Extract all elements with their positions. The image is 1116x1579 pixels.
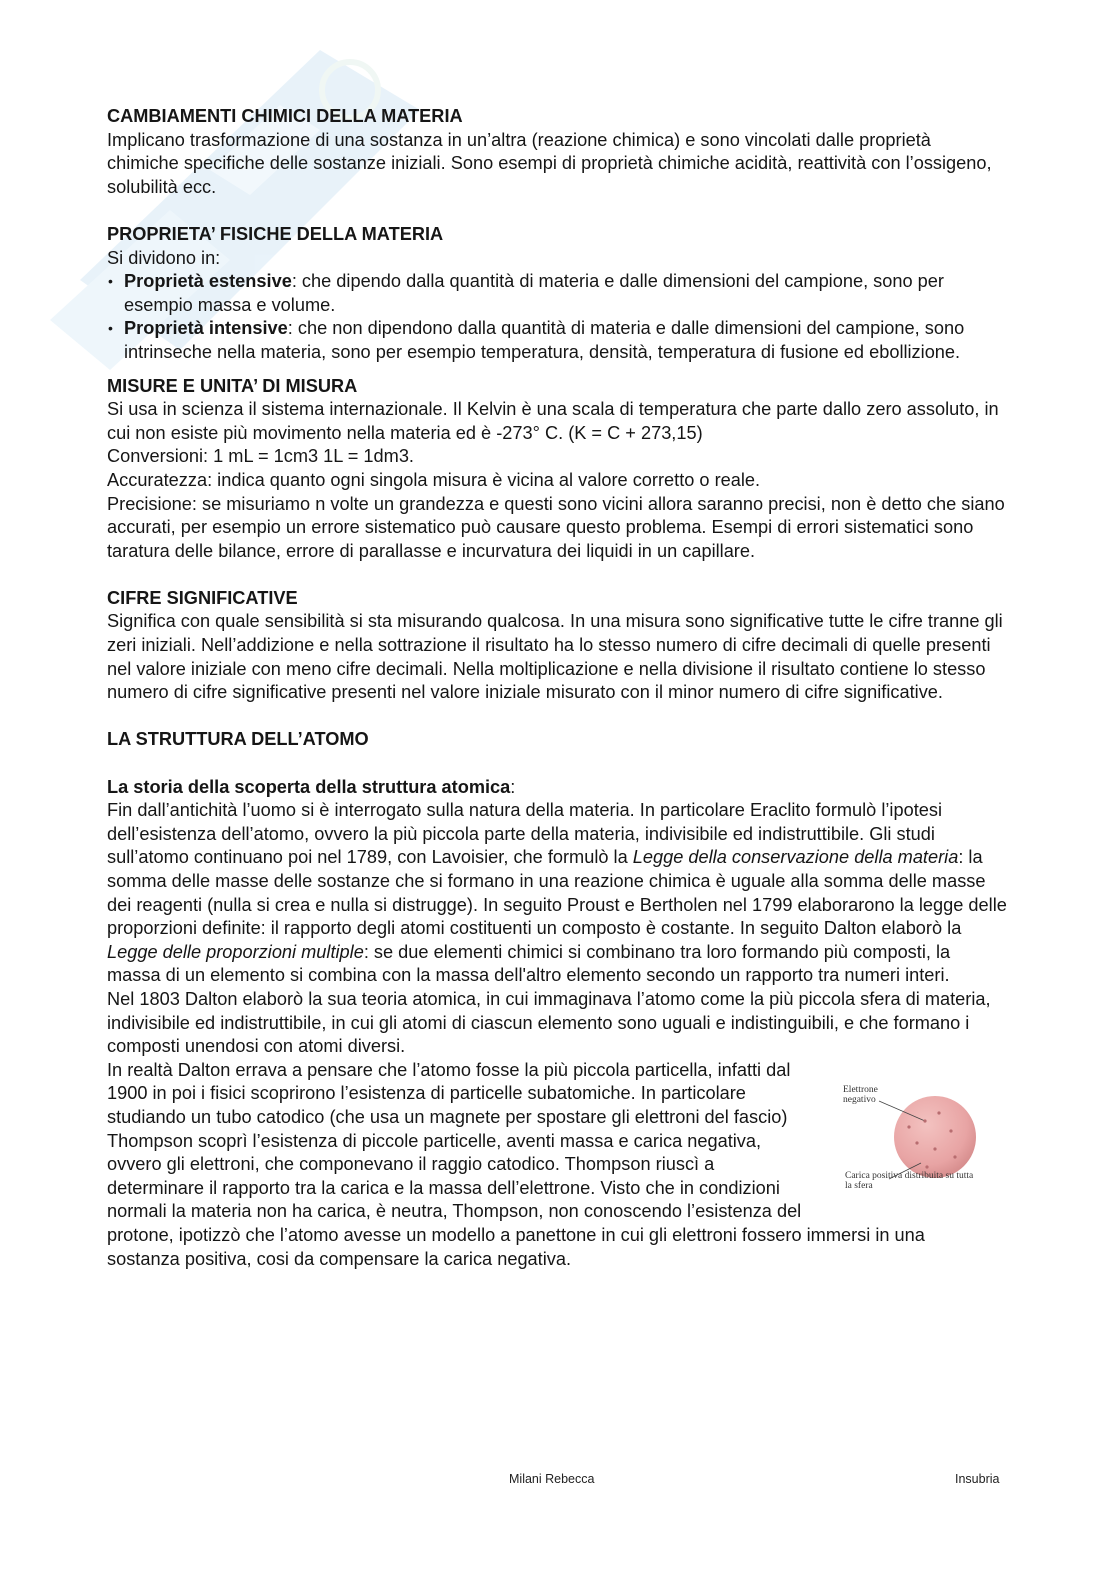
- text-intensive: : che non dipendono dalla quantità di materia e dalle dimensioni del campione, sono intrinseche nella materia, sono per esempio temperatura, densità, temperatura di fusione ed ebollizione.: [124, 318, 965, 362]
- history-text-b: : la somma delle masse delle sostanze che si formano in una reazione chimica è uguale alla somma delle masse dei reagenti (nulla si crea e nulla si distrugge). In seguito Proust e Bertholen nel 1799 elaborarono la legge delle proporzioni definite: il rapporto degli atomi costituenti un composto è costante. In seguito Dalton elaborò la: [107, 847, 1007, 939]
- term-intensive: Proprietà intensive: [124, 318, 288, 339]
- paragraph-atom-history: [107, 799, 1007, 988]
- term-extensive: Proprietà estensive: [124, 271, 292, 292]
- paragraph-chemical-changes: Implicano trasformazione di una sostanza in un’altra (reazione chimica) e sono vincolati dalle proprietà chimiche specifiche delle sostanze iniziali. Sono esempi di proprietà chimiche acidità, reattività con l’ossigeno, solubilità ecc.: [107, 129, 992, 197]
- properties-list: [107, 270, 1007, 364]
- thomson-model-figure: [839, 1083, 979, 1203]
- law-conservation: Legge della conservazione della materia: [632, 847, 959, 868]
- paragraph-significant-figures: Significa con quale sensibilità si sta misurando qualcosa. In una misura sono significative tutte le cifre tranne gli zeri iniziali. Nell’addizione e nella sottrazione il risultato ha lo stesso numero di cifre decimali di quelle presenti nel valore iniziale con meno cifre decimali. Nella moltiplicazione e nella divisione il risultato contiene lo stesso numero di cifre significative presenti nel valore iniziale misurato con il minor numero di cifre significative.: [107, 611, 1003, 703]
- paragraph-conversions: Conversioni: 1 mL = 1cm3 1L = 1dm3.: [107, 446, 414, 467]
- document-body: [107, 105, 1007, 1271]
- paragraph-measures-si: Si usa in scienza il sistema internazionale. Il Kelvin è una scala di temperatura che parte dallo zero assoluto, in cui non esiste più movimento nella materia ed è -273° C. (K = C + 273,15): [107, 399, 999, 443]
- paragraph-dalton-theory: Nel 1803 Dalton elaborò la sua teoria atomica, in cui immaginava l’atomo come la più piccola sfera di materia, indivisibile ed indistruttibile, in cui gli atomi di ciascun elemento sono uguali e indistinguibili, e che formano i composti unendosi con atomi diversi.: [107, 988, 991, 1057]
- heading-physical-properties: PROPRIETA’ FISICHE DELLA MATERIA: [107, 223, 444, 244]
- paragraph-accuracy: Accuratezza: indica quanto ogni singola misura è vicina al valore corretto o reale.: [107, 469, 761, 490]
- paragraph-thomson: In realtà Dalton errava a pensare che l’atomo fosse la più piccola particella, infatti dal 1900 in poi i fisici scoprirono l’esistenza di particelle subatomiche. In particolare studiando un tubo catodico (che usa un magnete per spostare gli elettroni del fascio) Thompson scoprì l’esistenza di piccole particelle, aventi massa e carica negativa, ovvero gli elettroni, che componevano il raggio catodico. Thompson riuscì a determinare il rapporto tra la carica e la massa dell’elettrone. Visto che in condizioni normali la materia non ha carica, è neutra, Thompson, non conoscendo l’esistenza del protone, ipotizzò che l’atomo avesse un modello a panettone in cui gli elettroni fossero immersi in una sostanza positiva, cosi da compensare la carica negativa.: [107, 1059, 925, 1269]
- footer-school: Insubria: [955, 1472, 1000, 1486]
- list-item-extensive: [107, 270, 1007, 317]
- figure-label-electron: Elettrone negativo: [843, 1084, 878, 1106]
- history-text-c: : se due elementi chimici si combinano tra loro formando più composti, la massa di un elemento si combina con la massa dell'altro elemento secondo un rapporto tra numeri interi.: [107, 941, 951, 986]
- paragraph-precision: Precisione: se misuriamo n volte un grandezza e questi sono vicini allora saranno precisi, non è detto che siano accurati, per esempio un errore sistematico può causare questo problema. Esempi di errori sistematici sono taratura delle bilance, errore di parallasse e incurvatura dei liquidi in un capillare.: [107, 493, 1005, 561]
- subheading-atom-history-text: La storia della scoperta della struttura atomica: [107, 776, 511, 797]
- heading-atom-structure: LA STRUTTURA DELL’ATOMO: [107, 729, 369, 750]
- heading-measures: MISURE E UNITA’ DI MISURA: [107, 375, 358, 396]
- law-multiple-proportions: Legge delle proporzioni multiple: [107, 941, 364, 962]
- subheading-atom-history: [107, 776, 1007, 800]
- subheading-colon: :: [510, 776, 516, 797]
- list-item-intensive: [107, 317, 1007, 364]
- history-text-a: Fin dall’antichità l’uomo si è interrogato sulla natura della materia. In particolare Eraclito formulò l’ipotesi dell’esistenza dell’atomo, ovvero la più piccola parte della materia, indivisibile ed indistruttibile. Gli studi sull’atomo continuano poi nel 1789, con Lavoisier, che formulò la: [107, 800, 943, 868]
- heading-significant-figures: CIFRE SIGNIFICATIVE: [107, 587, 298, 608]
- footer-author: Milani Rebecca: [509, 1472, 595, 1486]
- paragraph-properties-intro: Si dividono in:: [107, 247, 221, 268]
- text-extensive: : che dipendo dalla quantità di materia e dalle dimensioni del campione, sono per esempio massa e volume.: [124, 271, 944, 315]
- heading-chemical-changes: CAMBIAMENTI CHIMICI DELLA MATERIA: [107, 106, 463, 126]
- figure-label-positive-charge: Carica positiva distribuita su tutta la sfera: [845, 1170, 974, 1192]
